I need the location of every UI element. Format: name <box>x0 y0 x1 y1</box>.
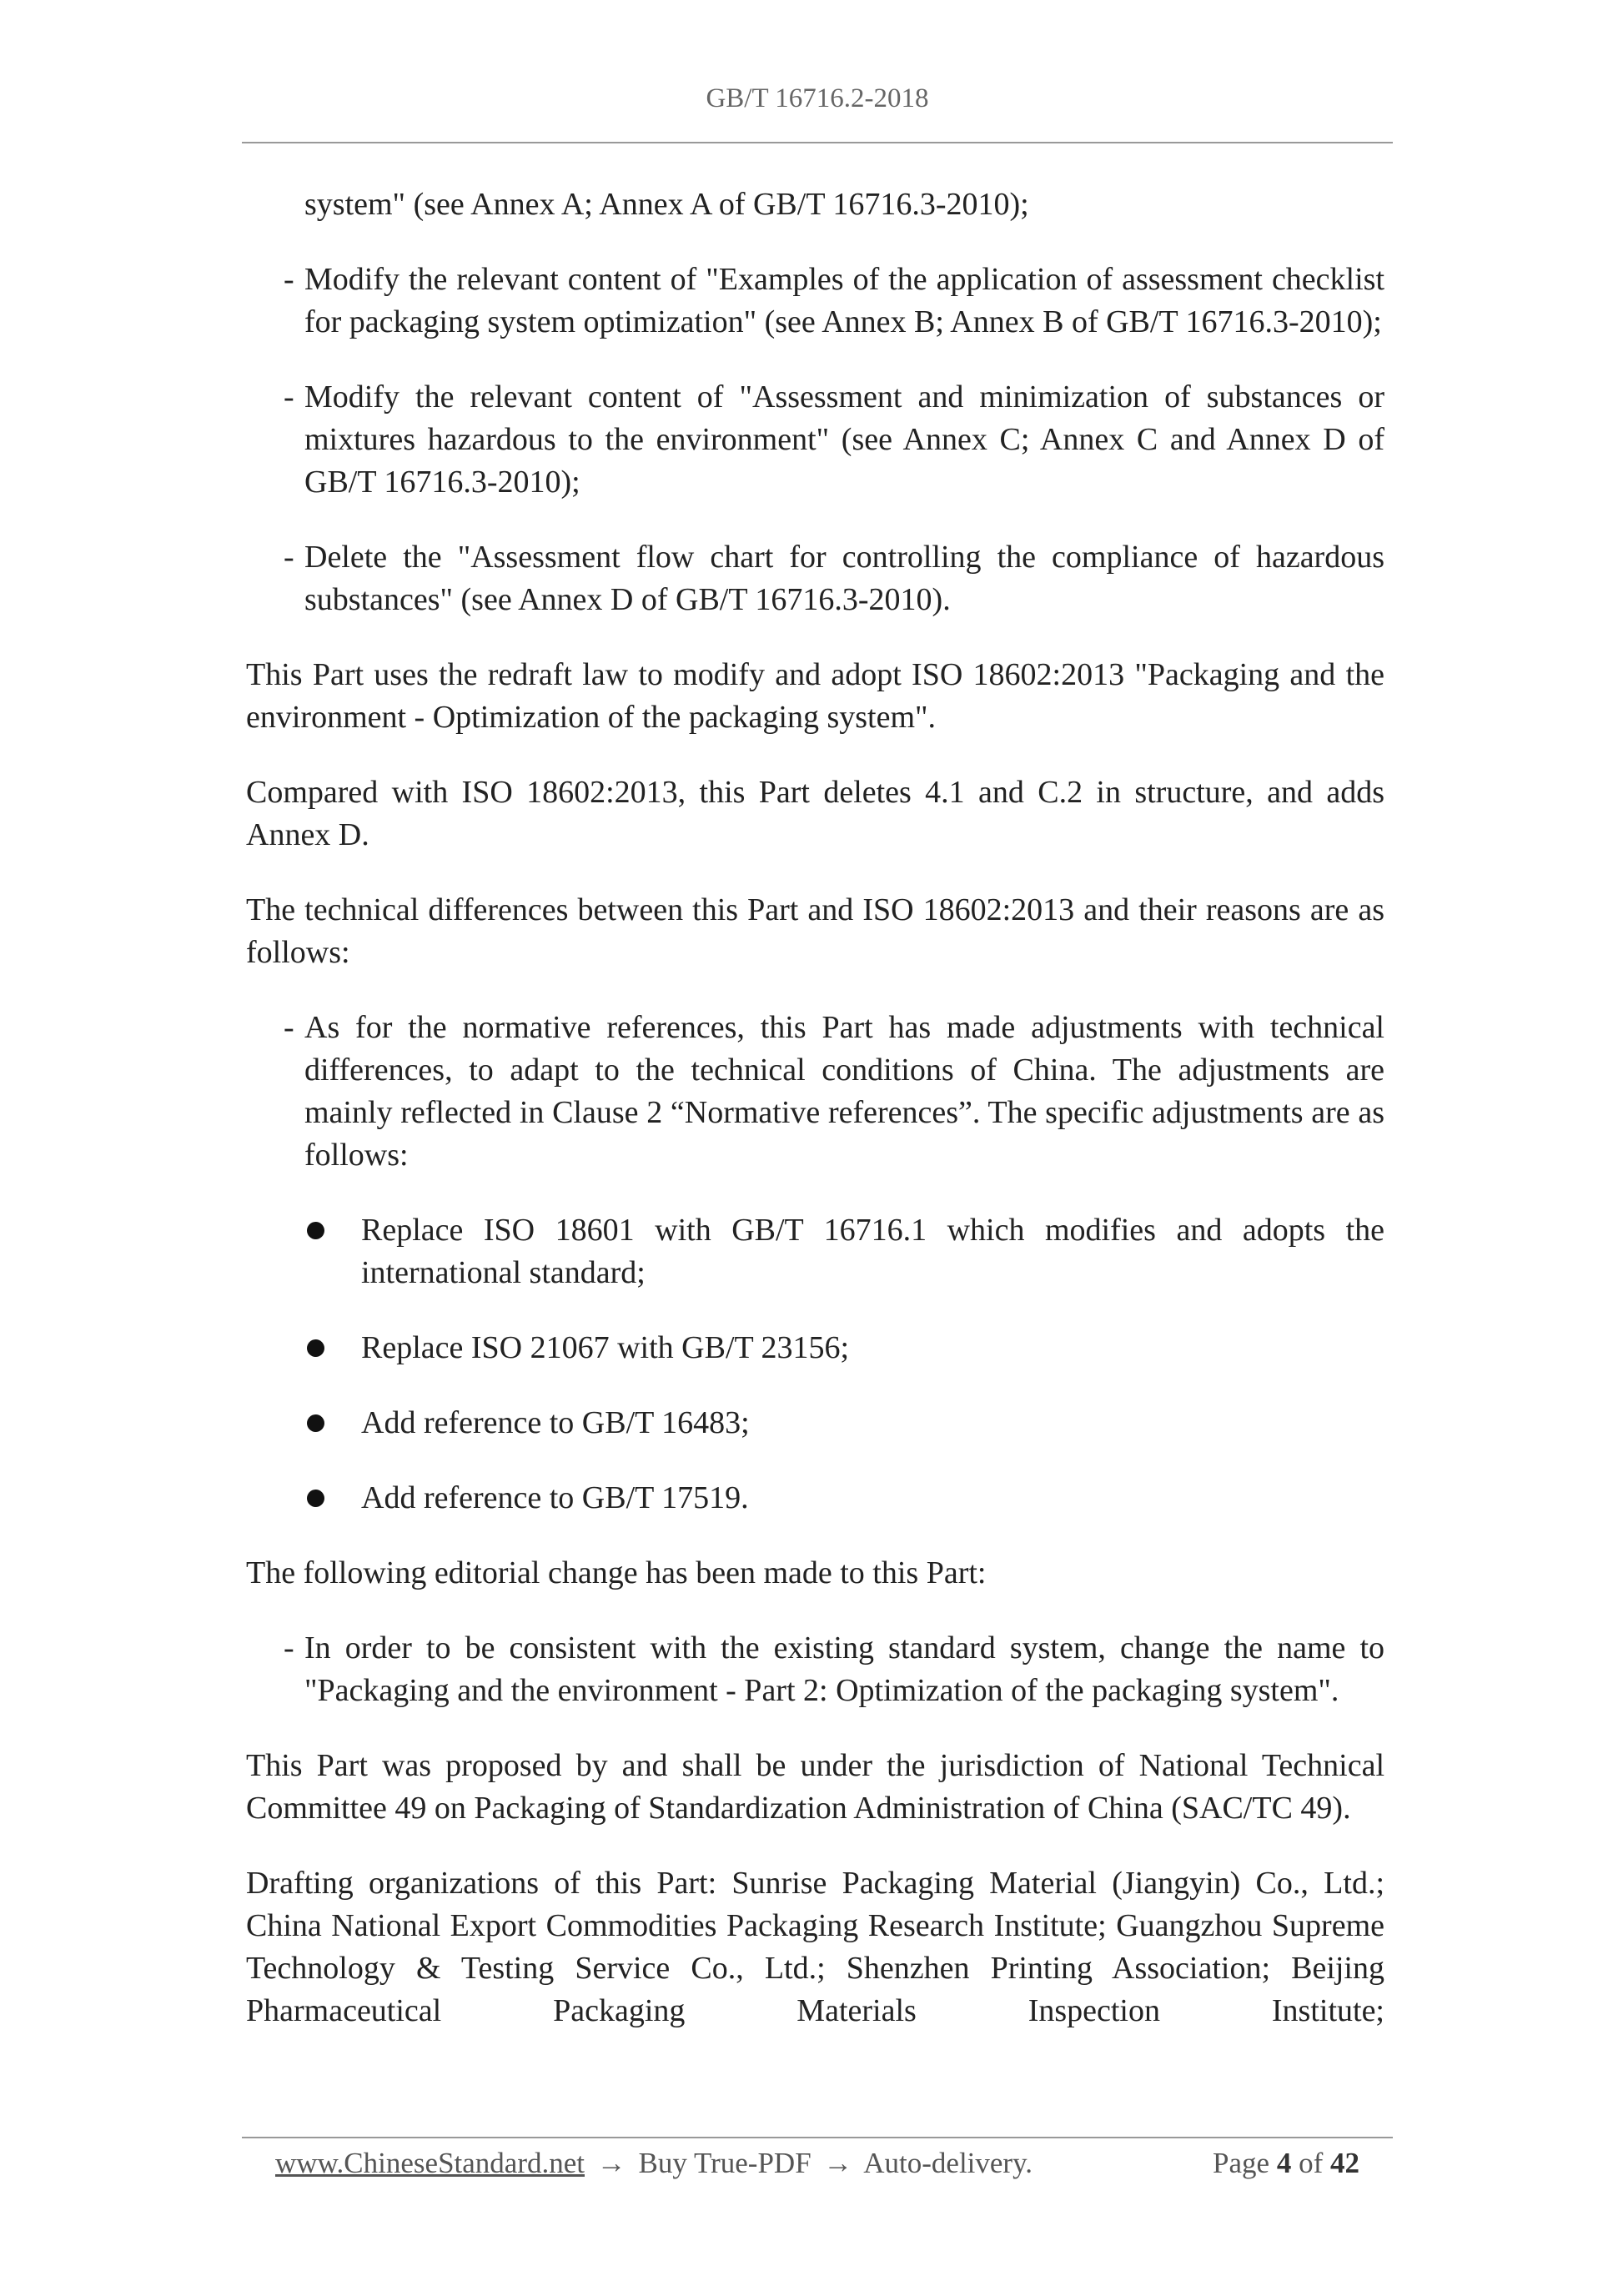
bullet-dot-icon <box>307 1490 324 1507</box>
buy-pdf-text: Buy True-PDF <box>638 2147 812 2179</box>
document-body <box>246 183 1384 2065</box>
bullet-dot-icon <box>307 1414 324 1432</box>
dash-list-item <box>246 1007 1384 1177</box>
footer-rule <box>242 2137 1393 2138</box>
bullet-list-item <box>246 1477 1384 1520</box>
list-item-text: Modify the relevant content of "Assessment and minimization of substances or mixtures hazardous to the environment" (see Annex C; Annex C and Annex D of GB/T 16716.3-2010); <box>304 379 1384 500</box>
dash-marker: - <box>284 540 294 575</box>
paragraph: This Part was proposed by and shall be under the jurisdiction of National Technical Committee 49 on Packaging of Standardization Administration of China (SAC/TC 49). <box>246 1748 1384 1826</box>
paragraph: Compared with ISO 18602:2013, this Part deletes 4.1 and C.2 in structure, and adds Annex D. <box>246 775 1384 852</box>
list-item-text: In order to be consistent with the existing standard system, change the name to "Packaging and the environment - Part 2: Optimization of the packaging system". <box>304 1630 1384 1708</box>
list-item-text: Replace ISO 18601 with GB/T 16716.1 which modifies and adopts the international standard; <box>361 1213 1384 1290</box>
bullet-list-item <box>246 1327 1384 1369</box>
bullet-list-item <box>246 1209 1384 1294</box>
list-item-text: Add reference to GB/T 17519. <box>361 1480 749 1515</box>
arrow-right-icon: → <box>596 2147 626 2179</box>
website-link[interactable]: www.ChineseStandard.net <box>275 2147 585 2179</box>
dash-list-item <box>246 536 1384 621</box>
total-pages-number: 42 <box>1330 2147 1359 2179</box>
page-footer <box>275 2147 1359 2184</box>
list-item-text: Delete the "Assessment flow chart for controlling the compliance of hazardous substances" (see Annex D of GB/T 16716.3-2010). <box>304 540 1384 617</box>
arrow-right-icon: → <box>823 2147 853 2179</box>
dash-list-item <box>246 376 1384 504</box>
current-page-number: 4 <box>1276 2147 1292 2179</box>
auto-delivery-text: Auto-delivery. <box>863 2147 1033 2179</box>
bullet-list-item <box>246 1402 1384 1444</box>
bullet-dot-icon <box>307 1222 324 1239</box>
list-item-text: Add reference to GB/T 16483; <box>361 1405 750 1440</box>
of-word: of <box>1299 2147 1324 2179</box>
paragraph: The technical differences between this Part and ISO 18602:2013 and their reasons are as follows: <box>246 892 1384 970</box>
list-item-continuation: system" (see Annex A; Annex A of GB/T 16716.3-2010); <box>304 187 1029 222</box>
bullet-dot-icon <box>307 1339 324 1357</box>
header-rule <box>242 142 1393 143</box>
page-word: Page <box>1213 2147 1270 2179</box>
dash-list-item <box>246 1627 1384 1712</box>
list-item-text: Modify the relevant content of "Examples of the application of assessment checklist for packaging system optimization" (see Annex B; Annex B of GB/T 16716.3-2010); <box>304 262 1384 339</box>
paragraph-drafting-organizations: Drafting organizations of this Part: Sunrise Packaging Material (Jiangyin) Co., Ltd.; China National Export Commodities Packaging Research Institute; Guangzhou Supreme Technology & Testing Service Co., Ltd.; Shenzhen Printing Association; Beijing Pharmaceutical Packaging Materials Inspection Institute; <box>246 1866 1384 2028</box>
dash-marker: - <box>284 262 294 297</box>
list-item-text: As for the normative references, this Part has made adjustments with technical differences, to adapt to the technical conditions of China. The adjustments are mainly reflected in Clause 2 “Normative references”. The specific adjustments are as follows: <box>304 1010 1384 1173</box>
list-item-text: Replace ISO 21067 with GB/T 23156; <box>361 1330 850 1365</box>
paragraph: The following editorial change has been made to this Part: <box>246 1555 987 1590</box>
dash-list-item <box>246 259 1384 344</box>
dash-marker: - <box>284 379 294 414</box>
page-indicator <box>1213 2147 1359 2180</box>
dash-marker: - <box>284 1630 294 1665</box>
running-header: GB/T 16716.2-2018 <box>706 83 929 113</box>
dash-marker: - <box>284 1010 294 1045</box>
paragraph: This Part uses the redraft law to modify and adopt ISO 18602:2013 "Packaging and the environment - Optimization of the packaging system". <box>246 657 1384 735</box>
